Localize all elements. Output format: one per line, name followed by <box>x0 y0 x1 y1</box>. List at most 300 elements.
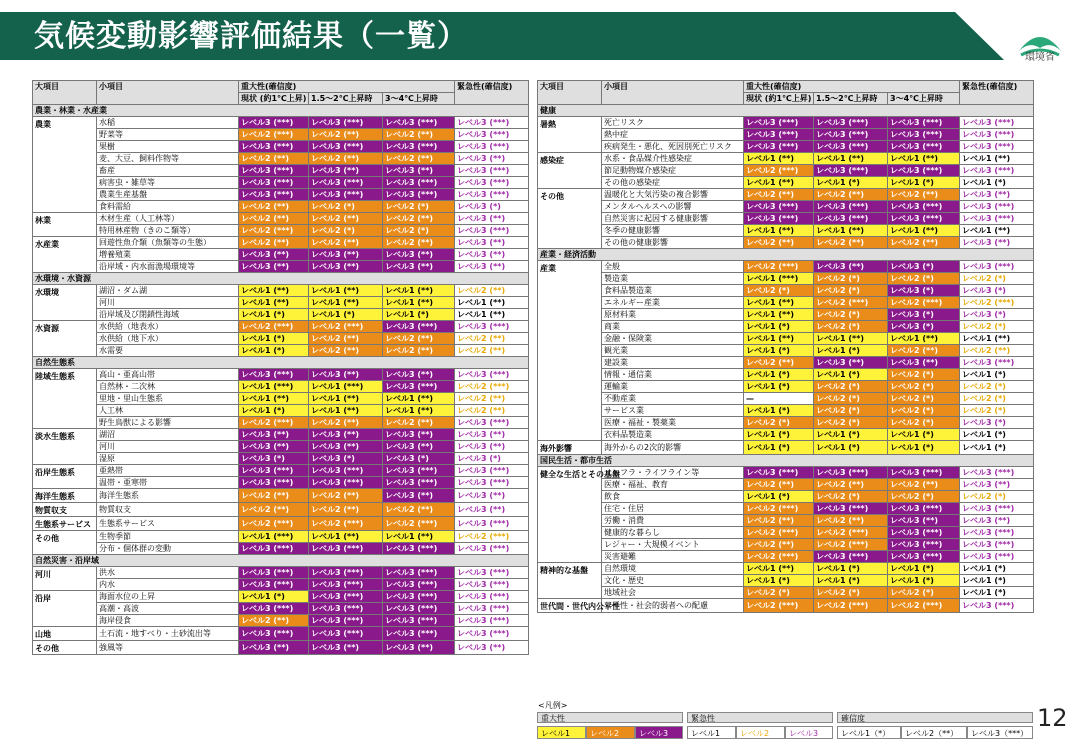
severity-level: レベル3 <box>890 358 920 367</box>
urgency-cell: レベル3 (***) <box>960 551 1034 563</box>
severity-cell: レベル2 (*) <box>814 417 888 429</box>
urgency-cell: レベル3 (**) <box>455 441 529 453</box>
severity-confidence: * <box>852 492 857 501</box>
severity-level: レベル1 <box>311 310 341 319</box>
severity-confidence: *** <box>852 504 865 513</box>
severity-level: レベル1 <box>241 298 271 307</box>
urgency-cell: レベル2 (**) <box>455 345 529 357</box>
severity-level: レベル1 <box>746 443 776 452</box>
severity-cell: レベル2 (**) <box>239 213 309 225</box>
severity-level: レベル3 <box>241 568 271 577</box>
minor-category: 河川 <box>97 441 239 453</box>
severity-cell: レベル3 (**) <box>383 261 455 273</box>
severity-level: レベル3 <box>816 552 846 561</box>
urgency-cell: レベル2 (***) <box>455 531 529 543</box>
severity-cell: レベル2 (*) <box>814 381 888 393</box>
severity-level: レベル1 <box>385 286 415 295</box>
severity-cell: レベル3 (***) <box>309 567 383 579</box>
table-row <box>33 615 529 627</box>
severity-level: レベル3 <box>241 643 271 652</box>
severity-confidence: *** <box>277 382 290 391</box>
urgency-level: レベル2 <box>962 382 992 391</box>
severity-cell: レベル2 (*) <box>814 285 888 297</box>
urgency-confidence: ** <box>998 226 1007 235</box>
table-row <box>33 477 529 489</box>
severity-level: レベル2 <box>746 358 776 367</box>
severity-confidence: *** <box>782 468 795 477</box>
severity-confidence: *** <box>782 552 795 561</box>
severity-confidence: ** <box>852 480 861 489</box>
severity-cell: レベル3 (**) <box>309 429 383 441</box>
severity-confidence: *** <box>852 202 865 211</box>
severity-cell: レベル2 (*) <box>744 417 814 429</box>
severity-level: レベル3 <box>385 178 415 187</box>
severity-confidence: — <box>746 394 754 403</box>
severity-level: レベル3 <box>241 544 271 553</box>
urgency-confidence: * <box>998 394 1003 403</box>
major-category: 陸域生態系 <box>33 369 97 429</box>
severity-confidence: ** <box>347 130 356 139</box>
severity-level: レベル2 <box>241 322 271 331</box>
severity-cell: レベル3 (***) <box>239 567 309 579</box>
major-category: 農業 <box>33 117 97 213</box>
severity-level: レベル2 <box>385 346 415 355</box>
severity-confidence: ** <box>782 310 791 319</box>
urgency-level: レベル3 <box>457 250 487 259</box>
severity-confidence: *** <box>277 226 290 235</box>
severity-confidence: ** <box>421 334 430 343</box>
minor-category: 高潮・高波 <box>97 603 239 615</box>
severity-cell: レベル3 (***) <box>814 213 888 225</box>
urgency-level: レベル2 <box>962 492 992 501</box>
table-row <box>538 345 1034 357</box>
minor-category: 飲食 <box>602 491 744 503</box>
severity-level: レベル3 <box>385 604 415 613</box>
urgency-cell: レベル3 (*) <box>455 201 529 213</box>
severity-level: レベル3 <box>746 468 776 477</box>
severity-confidence: ** <box>852 190 861 199</box>
severity-level: レベル3 <box>385 616 415 625</box>
urgency-confidence: *** <box>493 532 506 541</box>
severity-cell: レベル1 (**) <box>309 297 383 309</box>
severity-confidence: ** <box>347 430 356 439</box>
severity-level: レベル3 <box>816 130 846 139</box>
urgency-level: レベル3 <box>457 178 487 187</box>
severity-confidence: ** <box>347 286 356 295</box>
urgency-cell: レベル2 (***) <box>960 297 1034 309</box>
urgency-cell: レベル3 (***) <box>455 225 529 237</box>
severity-level: レベル1 <box>746 310 776 319</box>
urgency-level: レベル1 <box>457 298 487 307</box>
urgency-cell: レベル3 (**) <box>455 503 529 517</box>
severity-cell: レベル2 (***) <box>239 517 309 531</box>
minor-category: 野菜等 <box>97 129 239 141</box>
severity-level: レベル2 <box>816 418 846 427</box>
severity-confidence: ** <box>347 532 356 541</box>
severity-level: レベル2 <box>385 214 415 223</box>
severity-cell: レベル3 (***) <box>309 579 383 591</box>
severity-level: レベル3 <box>385 250 415 259</box>
urgency-confidence: ** <box>998 480 1007 489</box>
severity-cell: レベル2 (**) <box>814 515 888 527</box>
severity-cell: レベル3 (**) <box>888 357 960 369</box>
severity-cell: レベル3 (***) <box>383 117 455 129</box>
severity-cell: レベル3 (***) <box>383 465 455 477</box>
severity-level: レベル3 <box>241 142 271 151</box>
severity-confidence: ** <box>421 643 430 652</box>
severity-level: レベル3 <box>311 478 341 487</box>
severity-cell: レベル1 (**) <box>744 153 814 165</box>
severity-cell: レベル3 (***) <box>744 129 814 141</box>
severity-cell: レベル3 (***) <box>744 141 814 153</box>
minor-category: 情報・通信業 <box>602 369 744 381</box>
urgency-cell: レベル3 (***) <box>960 129 1034 141</box>
severity-level: レベル3 <box>241 430 271 439</box>
urgency-cell: レベル2 (*) <box>960 321 1034 333</box>
page-title: 気候変動影響評価結果（一覧） <box>34 19 468 54</box>
severity-confidence: * <box>926 443 931 452</box>
severity-confidence: *** <box>852 130 865 139</box>
section-row <box>33 555 529 567</box>
severity-cell: レベル2 (***) <box>744 165 814 177</box>
severity-level: レベル2 <box>890 382 920 391</box>
severity-level: レベル2 <box>385 505 415 514</box>
urgency-cell: レベル3 (**) <box>455 237 529 249</box>
severity-level: レベル3 <box>241 190 271 199</box>
urgency-level: レベル2 <box>457 382 487 391</box>
urgency-confidence: ** <box>493 298 502 307</box>
urgency-confidence: *** <box>493 466 506 475</box>
severity-cell: レベル3 (**) <box>309 441 383 453</box>
severity-level: レベル2 <box>241 130 271 139</box>
urgency-cell: レベル2 (*) <box>960 491 1034 503</box>
severity-confidence: * <box>347 310 352 319</box>
severity-level: レベル3 <box>311 442 341 451</box>
severity-level: レベル2 <box>241 491 271 500</box>
severity-confidence: ** <box>782 334 791 343</box>
minor-category: 自然林・二次林 <box>97 381 239 393</box>
severity-cell: レベル2 (**) <box>888 345 960 357</box>
severity-level: レベル1 <box>746 576 776 585</box>
severity-level: レベル3 <box>816 262 846 271</box>
severity-level: レベル2 <box>746 190 776 199</box>
urgency-confidence: * <box>493 454 498 463</box>
severity-level: レベル3 <box>311 178 341 187</box>
urgency-cell: レベル2 (*) <box>960 381 1034 393</box>
severity-cell: レベル2 (**) <box>309 237 383 249</box>
urgency-cell: レベル3 (***) <box>960 527 1034 539</box>
urgency-level: レベル3 <box>457 466 487 475</box>
urgency-cell: レベル3 (**) <box>960 237 1034 249</box>
severity-confidence: ** <box>347 505 356 514</box>
severity-level: レベル3 <box>890 310 920 319</box>
severity-cell: レベル3 (***) <box>309 465 383 477</box>
urgency-level: レベル3 <box>457 519 487 528</box>
severity-level: レベル3 <box>385 382 415 391</box>
severity-level: レベル2 <box>385 202 415 211</box>
urgency-cell: レベル1 (*) <box>960 429 1034 441</box>
severity-level: レベル3 <box>816 118 846 127</box>
severity-cell: レベル2 (***) <box>744 527 814 539</box>
urgency-cell: レベル1 (**) <box>455 297 529 309</box>
severity-cell: レベル3 (***) <box>888 503 960 515</box>
urgency-confidence: *** <box>493 544 506 553</box>
severity-level: レベル1 <box>746 154 776 163</box>
severity-confidence: * <box>782 370 787 379</box>
severity-cell: レベル3 (*) <box>383 453 455 465</box>
severity-cell: レベル3 (***) <box>239 627 309 641</box>
severity-confidence: ** <box>782 540 791 549</box>
severity-level: レベル2 <box>890 238 920 247</box>
severity-cell: レベル3 (***) <box>383 615 455 627</box>
severity-level: レベル3 <box>746 118 776 127</box>
header-current: 現状 (約1℃上昇) <box>239 93 309 105</box>
severity-level: レベル2 <box>746 480 776 489</box>
urgency-cell: レベル1 (**) <box>960 225 1034 237</box>
severity-confidence: * <box>782 576 787 585</box>
urgency-confidence: *** <box>493 370 506 379</box>
urgency-confidence: * <box>998 430 1003 439</box>
urgency-confidence: ** <box>493 394 502 403</box>
urgency-confidence: ** <box>493 491 502 500</box>
urgency-cell: レベル3 (***) <box>455 321 529 333</box>
urgency-cell: レベル3 (***) <box>960 503 1034 515</box>
severity-confidence: * <box>926 406 931 415</box>
urgency-confidence: * <box>998 286 1003 295</box>
urgency-level: レベル3 <box>457 154 487 163</box>
severity-confidence: ** <box>926 334 935 343</box>
severity-level: レベル2 <box>241 154 271 163</box>
minor-category: 文化・歴史 <box>602 575 744 587</box>
severity-level: レベル3 <box>311 262 341 271</box>
urgency-level: レベル2 <box>962 394 992 403</box>
urgency-cell: レベル3 (**) <box>960 479 1034 491</box>
section-row <box>33 273 529 285</box>
severity-level: レベル1 <box>311 394 341 403</box>
severity-cell: レベル1 (***) <box>744 273 814 285</box>
severity-level: レベル1 <box>746 430 776 439</box>
severity-confidence: *** <box>277 322 290 331</box>
section-title: 水環境・水資源 <box>33 273 529 285</box>
severity-level: レベル1 <box>816 370 846 379</box>
severity-cell: レベル2 (**) <box>888 189 960 201</box>
severity-confidence: *** <box>926 468 939 477</box>
table-row <box>538 503 1034 515</box>
urgency-cell: レベル1 (*) <box>960 441 1034 455</box>
table-row <box>538 563 1034 575</box>
severity-cell: レベル1 (**) <box>814 153 888 165</box>
severity-cell: レベル3 (**) <box>888 515 960 527</box>
severity-cell: レベル3 (***) <box>239 117 309 129</box>
severity-confidence: ** <box>852 358 861 367</box>
severity-confidence: ** <box>782 178 791 187</box>
severity-cell: レベル2 (**) <box>383 129 455 141</box>
severity-confidence: *** <box>926 540 939 549</box>
urgency-cell: レベル3 (**) <box>455 261 529 273</box>
major-category: 暑熱 <box>538 117 602 153</box>
severity-confidence: ** <box>347 418 356 427</box>
urgency-cell: レベル3 (***) <box>960 599 1034 613</box>
minor-category: 病害虫・雑草等 <box>97 177 239 189</box>
severity-cell: レベル2 (**) <box>888 479 960 491</box>
urgency-confidence: * <box>998 382 1003 391</box>
severity-confidence: * <box>421 202 426 211</box>
severity-cell: レベル1 (*) <box>814 563 888 575</box>
severity-confidence: ** <box>926 238 935 247</box>
severity-cell: レベル1 (**) <box>383 393 455 405</box>
severity-confidence: *** <box>852 118 865 127</box>
minor-category: 野生鳥獣による影響 <box>97 417 239 429</box>
major-category: 物質収支 <box>33 503 97 517</box>
severity-confidence: *** <box>421 519 434 528</box>
severity-confidence: ** <box>277 643 286 652</box>
severity-cell: レベル3 (***) <box>744 467 814 479</box>
minor-category: 果樹 <box>97 141 239 153</box>
header-major: 大項目 <box>33 81 97 105</box>
severity-level: レベル2 <box>311 346 341 355</box>
severity-confidence: *** <box>926 142 939 151</box>
severity-confidence: * <box>277 406 282 415</box>
severity-confidence: * <box>782 492 787 501</box>
minor-category: 運輸業 <box>602 381 744 393</box>
severity-level: レベル2 <box>241 616 271 625</box>
table-row <box>538 261 1034 273</box>
severity-level: レベル2 <box>816 492 846 501</box>
severity-confidence: *** <box>926 504 939 513</box>
urgency-confidence: * <box>998 406 1003 415</box>
severity-cell: レベル2 (**) <box>309 489 383 503</box>
severity-confidence: ** <box>277 154 286 163</box>
severity-level: レベル3 <box>311 466 341 475</box>
severity-level: レベル2 <box>311 226 341 235</box>
table-row <box>538 117 1034 129</box>
urgency-level: レベル1 <box>962 576 992 585</box>
urgency-cell: レベル1 (**) <box>960 333 1034 345</box>
minor-category: 里地・里山生態系 <box>97 393 239 405</box>
severity-level: レベル3 <box>890 540 920 549</box>
major-category: その他 <box>33 531 97 555</box>
severity-confidence: ** <box>926 154 935 163</box>
severity-confidence: ** <box>782 226 791 235</box>
severity-confidence: *** <box>277 418 290 427</box>
urgency-confidence: *** <box>998 130 1011 139</box>
severity-confidence: ** <box>421 430 430 439</box>
urgency-cell: レベル3 (***) <box>960 357 1034 369</box>
legend-urgency-head: 緊急性 <box>687 712 833 723</box>
urgency-confidence: *** <box>998 504 1011 513</box>
urgency-level: レベル1 <box>962 430 992 439</box>
severity-cell: レベル2 (**) <box>814 479 888 491</box>
severity-cell: レベル2 (*) <box>814 321 888 333</box>
urgency-cell: レベル1 (*) <box>960 575 1034 587</box>
severity-confidence: * <box>926 178 931 187</box>
urgency-confidence: *** <box>493 130 506 139</box>
severity-cell: レベル3 (***) <box>888 539 960 551</box>
severity-confidence: ** <box>782 298 791 307</box>
severity-confidence: * <box>852 394 857 403</box>
severity-confidence: * <box>852 322 857 331</box>
urgency-confidence: *** <box>493 580 506 589</box>
urgency-confidence: * <box>998 322 1003 331</box>
urgency-cell: レベル3 (***) <box>455 603 529 615</box>
major-category: 海洋生態系 <box>33 489 97 503</box>
table-row <box>538 285 1034 297</box>
severity-confidence: *** <box>347 322 360 331</box>
urgency-cell: レベル2 (**) <box>455 405 529 417</box>
urgency-level: レベル3 <box>457 592 487 601</box>
severity-cell: レベル3 (*) <box>309 453 383 465</box>
urgency-cell: レベル3 (***) <box>455 117 529 129</box>
severity-confidence: *** <box>347 580 360 589</box>
severity-level: レベル3 <box>890 286 920 295</box>
severity-cell: レベル3 (***) <box>814 141 888 153</box>
severity-cell: レベル1 (*) <box>814 441 888 455</box>
minor-category: 自然環境 <box>602 563 744 575</box>
severity-level: レベル3 <box>385 118 415 127</box>
severity-cell <box>744 393 814 405</box>
severity-confidence: *** <box>852 552 865 561</box>
table-row <box>538 575 1034 587</box>
severity-cell: レベル2 (***) <box>383 517 455 531</box>
severity-cell: レベル1 (**) <box>888 153 960 165</box>
severity-cell: レベル1 (*) <box>888 441 960 455</box>
section-title: 自然生態系 <box>33 357 529 369</box>
severity-level: レベル3 <box>311 142 341 151</box>
urgency-cell: レベル3 (**) <box>455 249 529 261</box>
severity-cell: レベル2 (**) <box>383 417 455 429</box>
severity-confidence: *** <box>347 592 360 601</box>
urgency-level: レベル3 <box>457 418 487 427</box>
severity-level: レベル2 <box>890 601 920 610</box>
severity-cell: レベル3 (***) <box>888 141 960 153</box>
table-row <box>538 527 1034 539</box>
urgency-confidence: * <box>998 274 1003 283</box>
severity-confidence: * <box>852 382 857 391</box>
severity-confidence: * <box>852 588 857 597</box>
severity-level: レベル2 <box>746 588 776 597</box>
table-row <box>33 297 529 309</box>
severity-cell: レベル2 (**) <box>383 153 455 165</box>
legend-severity-level3: レベル3 <box>635 726 683 739</box>
severity-confidence: ** <box>347 406 356 415</box>
major-category: 産業 <box>538 261 602 441</box>
urgency-level: レベル3 <box>962 528 992 537</box>
severity-cell: レベル3 (**) <box>383 249 455 261</box>
severity-confidence: ** <box>421 394 430 403</box>
severity-level: レベル3 <box>385 166 415 175</box>
minor-category: 災害避難 <box>602 551 744 563</box>
urgency-cell: レベル3 (***) <box>455 189 529 201</box>
urgency-level: レベル3 <box>457 478 487 487</box>
urgency-level: レベル3 <box>457 491 487 500</box>
severity-level: レベル1 <box>746 298 776 307</box>
urgency-confidence: ** <box>493 214 502 223</box>
urgency-confidence: * <box>493 202 498 211</box>
minor-category: サービス業 <box>602 405 744 417</box>
urgency-confidence: ** <box>998 346 1007 355</box>
urgency-level: レベル3 <box>457 580 487 589</box>
severity-level: レベル2 <box>890 480 920 489</box>
urgency-level: レベル3 <box>457 616 487 625</box>
severity-confidence: *** <box>852 540 865 549</box>
severity-cell: レベル3 (***) <box>239 579 309 591</box>
severity-cell: レベル2 (***) <box>744 551 814 563</box>
severity-cell: レベル1 (**) <box>309 393 383 405</box>
header-urgency: 緊急性(確信度) <box>455 81 529 105</box>
urgency-level: レベル2 <box>962 274 992 283</box>
severity-confidence: ** <box>277 394 286 403</box>
severity-level: レベル3 <box>890 118 920 127</box>
